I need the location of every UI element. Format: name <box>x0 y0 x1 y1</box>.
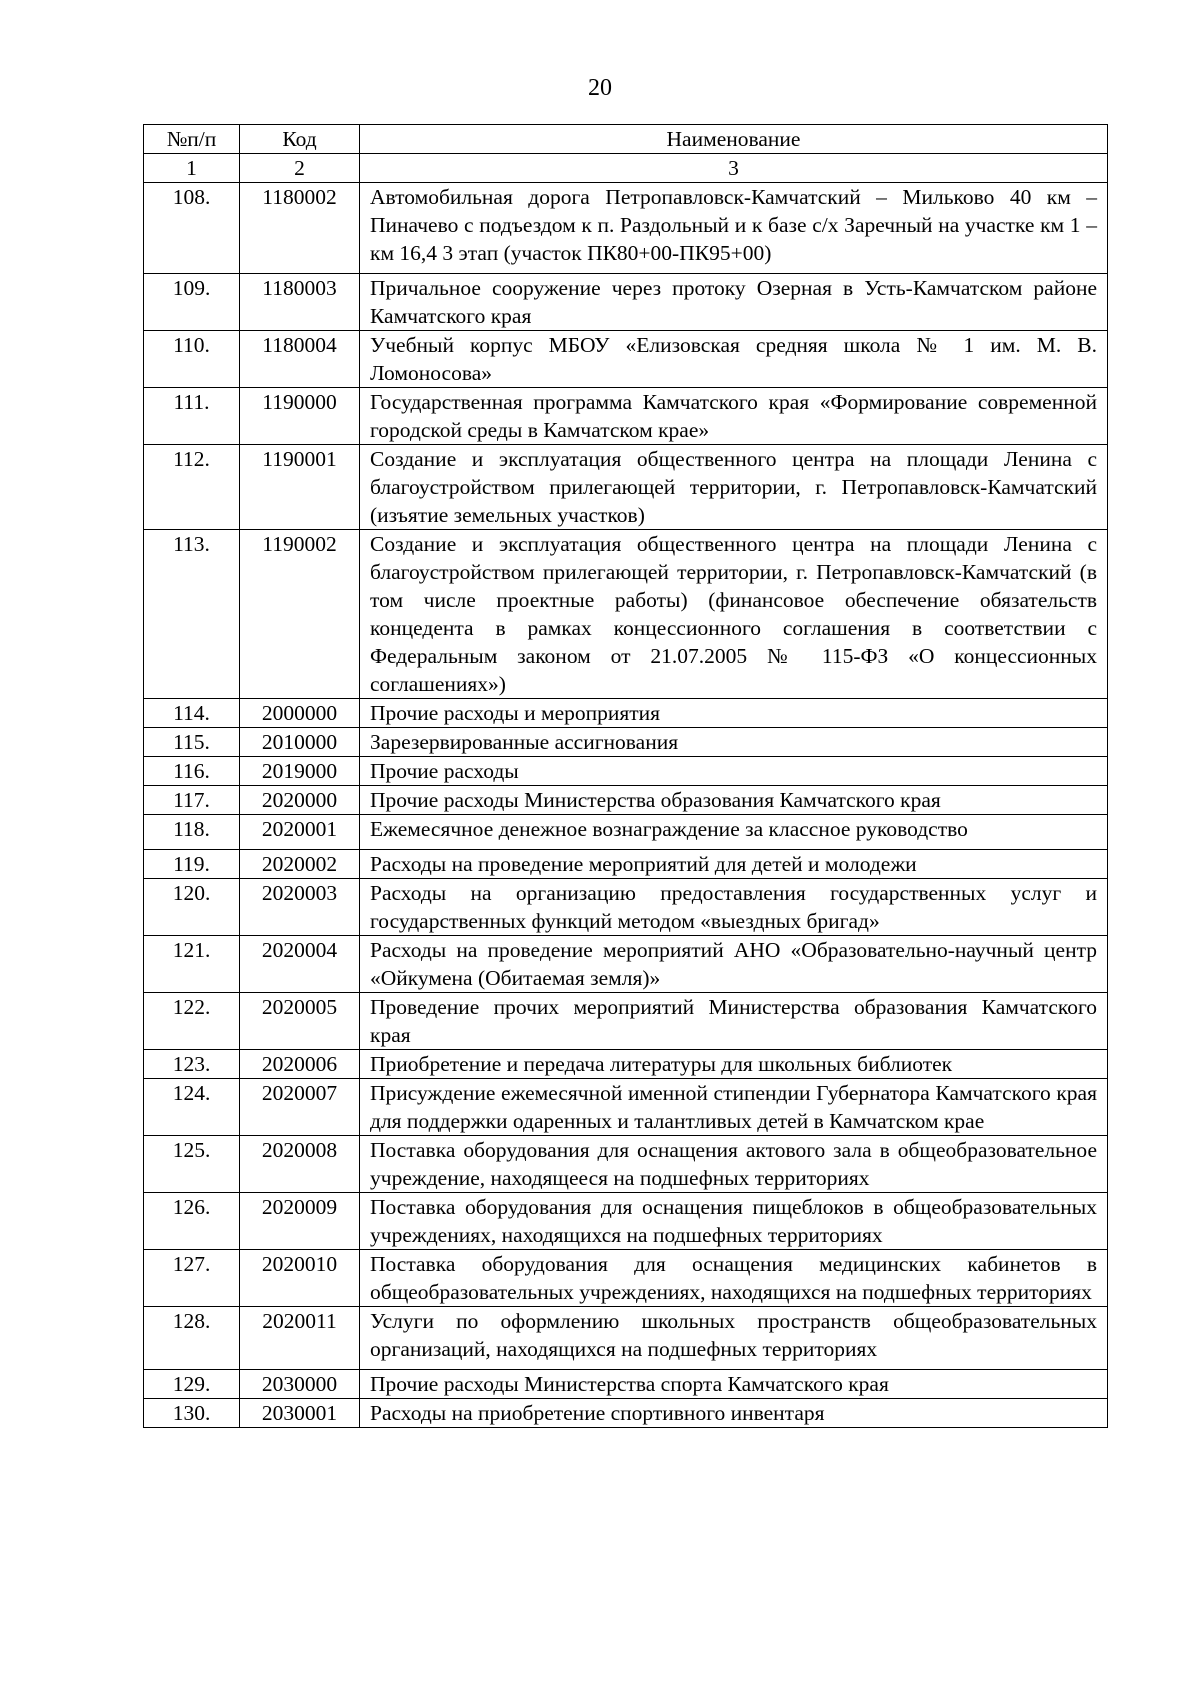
row-number: 129. <box>144 1370 240 1399</box>
row-name: Приобретение и передача литературы для школьных библиотек <box>360 1050 1108 1079</box>
table-row <box>144 530 1108 699</box>
row-name: Расходы на проведение мероприятий АНО «Образовательно-научный центр «Ойкумена (Обитаемая земля)» <box>360 936 1108 993</box>
column-number-row <box>144 154 1108 183</box>
row-code: 2020006 <box>240 1050 360 1079</box>
row-code: 1180003 <box>240 274 360 331</box>
table-row <box>144 728 1108 757</box>
table-row <box>144 850 1108 879</box>
row-name: Поставка оборудования для оснащения медицинских кабинетов в общеобразовательных учреждениях, находящихся на подшефных территориях <box>360 1250 1108 1307</box>
row-number: 125. <box>144 1136 240 1193</box>
row-name: Причальное сооружение через протоку Озерная в Усть-Камчатском районе Камчатского края <box>360 274 1108 331</box>
row-code: 2020008 <box>240 1136 360 1193</box>
header-name: Наименование <box>360 125 1108 154</box>
row-code: 2020000 <box>240 786 360 815</box>
table-row <box>144 1136 1108 1193</box>
row-name: Прочие расходы и мероприятия <box>360 699 1108 728</box>
row-code: 1180004 <box>240 331 360 388</box>
column-number-1: 1 <box>144 154 240 183</box>
row-number: 121. <box>144 936 240 993</box>
row-number: 130. <box>144 1399 240 1428</box>
row-number: 116. <box>144 757 240 786</box>
row-number: 120. <box>144 879 240 936</box>
column-number-3: 3 <box>360 154 1108 183</box>
row-code: 2020005 <box>240 993 360 1050</box>
row-name: Учебный корпус МБОУ «Елизовская средняя школа № 1 им. М. В. Ломоносова» <box>360 331 1108 388</box>
row-number: 111. <box>144 388 240 445</box>
row-name: Присуждение ежемесячной именной стипендии Губернатора Камчатского края для поддержки одаренных и талантливых детей в Камчатском крае <box>360 1079 1108 1136</box>
row-name: Прочие расходы Министерства спорта Камчатского края <box>360 1370 1108 1399</box>
row-name: Поставка оборудования для оснащения пищеблоков в общеобразовательных учреждениях, находящихся на подшефных территориях <box>360 1193 1108 1250</box>
row-name: Услуги по оформлению школьных пространств общеобразовательных организаций, находящихся на подшефных территориях <box>360 1307 1108 1370</box>
row-name: Ежемесячное денежное вознаграждение за классное руководство <box>360 815 1108 850</box>
row-name: Прочие расходы Министерства образования Камчатского края <box>360 786 1108 815</box>
row-name: Государственная программа Камчатского края «Формирование современной городской среды в Камчатском крае» <box>360 388 1108 445</box>
table-row <box>144 815 1108 850</box>
row-number: 122. <box>144 993 240 1050</box>
row-name: Создание и эксплуатация общественного центра на площади Ленина с благоустройством прилегающей территории, г. Петропавловск-Камчатский (в том числе проектные работы) (финансовое обеспечение обязательств концедента в рамках концессионного соглашения в соответствии с Федеральным законом от 21.07.2005 № 115-ФЗ «О концессионных соглашениях») <box>360 530 1108 699</box>
row-number: 108. <box>144 183 240 274</box>
row-number: 110. <box>144 331 240 388</box>
table-row <box>144 1399 1108 1428</box>
row-name: Расходы на организацию предоставления государственных услуг и государственных функций методом «выездных бригад» <box>360 879 1108 936</box>
table-row <box>144 1250 1108 1307</box>
table-row <box>144 1193 1108 1250</box>
row-number: 112. <box>144 445 240 530</box>
table-row <box>144 1370 1108 1399</box>
page-number: 20 <box>588 75 612 101</box>
header-num: №п/п <box>144 125 240 154</box>
table-row <box>144 445 1108 530</box>
table-row <box>144 699 1108 728</box>
row-code: 2020009 <box>240 1193 360 1250</box>
row-code: 2000000 <box>240 699 360 728</box>
row-name: Поставка оборудования для оснащения актового зала в общеобразовательное учреждение, находящееся на подшефных территориях <box>360 1136 1108 1193</box>
row-number: 128. <box>144 1307 240 1370</box>
row-code: 2030001 <box>240 1399 360 1428</box>
table-row <box>144 757 1108 786</box>
column-number-2: 2 <box>240 154 360 183</box>
row-code: 2030000 <box>240 1370 360 1399</box>
row-number: 113. <box>144 530 240 699</box>
row-number: 118. <box>144 815 240 850</box>
row-number: 123. <box>144 1050 240 1079</box>
table-row <box>144 993 1108 1050</box>
table-row <box>144 274 1108 331</box>
row-number: 126. <box>144 1193 240 1250</box>
row-code: 2020004 <box>240 936 360 993</box>
row-code: 2019000 <box>240 757 360 786</box>
row-name: Расходы на проведение мероприятий для детей и молодежи <box>360 850 1108 879</box>
row-code: 2020010 <box>240 1250 360 1307</box>
row-code: 1180002 <box>240 183 360 274</box>
table-row <box>144 183 1108 274</box>
row-number: 127. <box>144 1250 240 1307</box>
row-code: 2020003 <box>240 879 360 936</box>
table-row <box>144 879 1108 936</box>
row-code: 1190001 <box>240 445 360 530</box>
table-row <box>144 388 1108 445</box>
row-name: Зарезервированные ассигнования <box>360 728 1108 757</box>
table-row <box>144 1050 1108 1079</box>
table-row <box>144 331 1108 388</box>
row-code: 1190002 <box>240 530 360 699</box>
row-number: 117. <box>144 786 240 815</box>
table-row <box>144 1079 1108 1136</box>
row-number: 124. <box>144 1079 240 1136</box>
row-name: Проведение прочих мероприятий Министерства образования Камчатского края <box>360 993 1108 1050</box>
row-name: Прочие расходы <box>360 757 1108 786</box>
row-code: 1190000 <box>240 388 360 445</box>
table-row <box>144 936 1108 993</box>
row-number: 119. <box>144 850 240 879</box>
row-number: 114. <box>144 699 240 728</box>
row-number: 109. <box>144 274 240 331</box>
row-code: 2010000 <box>240 728 360 757</box>
row-code: 2020011 <box>240 1307 360 1370</box>
row-name: Автомобильная дорога Петропавловск-Камчатский – Мильково 40 км – Пиначево с подъездом к п. Раздольный и к базе с/х Заречный на участке км 1 – км 16,4 3 этап (участок ПК80+00-ПК95+00) <box>360 183 1108 274</box>
row-number: 115. <box>144 728 240 757</box>
table-header-row <box>144 125 1108 154</box>
row-code: 2020002 <box>240 850 360 879</box>
row-code: 2020001 <box>240 815 360 850</box>
row-code: 2020007 <box>240 1079 360 1136</box>
header-code: Код <box>240 125 360 154</box>
budget-classification-table <box>143 124 1108 1428</box>
table-row <box>144 1307 1108 1370</box>
row-name: Расходы на приобретение спортивного инвентаря <box>360 1399 1108 1428</box>
table-row <box>144 786 1108 815</box>
row-name: Создание и эксплуатация общественного центра на площади Ленина с благоустройством прилегающей территории, г. Петропавловск-Камчатский (изъятие земельных участков) <box>360 445 1108 530</box>
